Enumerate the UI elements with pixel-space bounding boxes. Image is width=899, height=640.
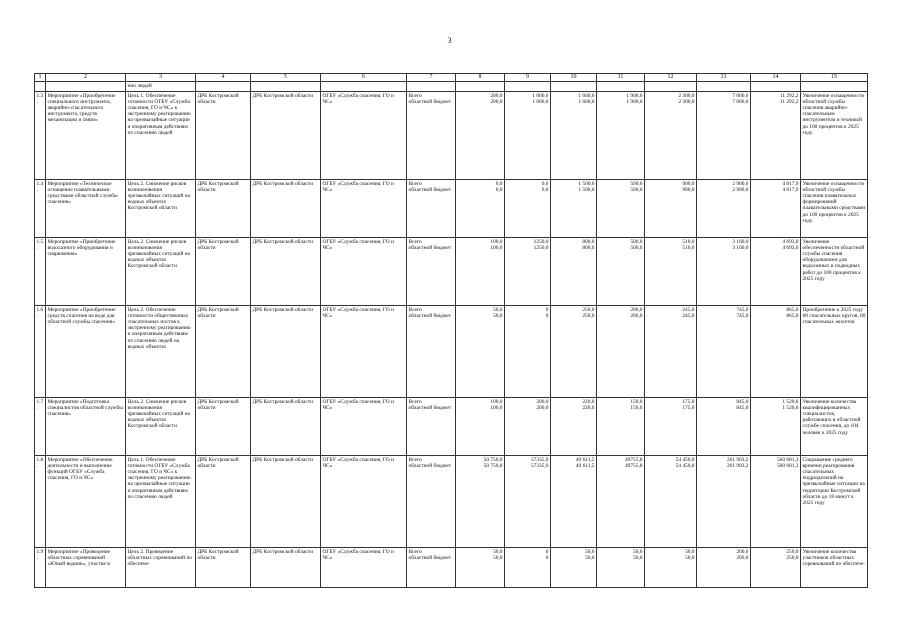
value-2022-line: 57335,9 [530,456,549,463]
row-number: 1.7. [35,398,46,456]
value-2021-line: 200,0 [490,99,503,106]
activity-name: Мероприятие «Приобретение водолазного оборудования и снаряжения» [46,238,126,306]
value-2024-line: 200,0 [630,306,643,313]
value-total-line: 7 000,0 [732,99,749,106]
expected-result: Сокращение среднего времени реагирования спасательных подразделений на чрезвычайные ситуации на территории Костромской области до 18 минут к 2025 году [801,456,868,548]
value-2024 [597,180,645,238]
activity-row [35,92,868,180]
value-2025-line: 175,0 [682,398,695,405]
value-2022-line: 0,0 [541,187,549,194]
value-total-line: 2 900,0 [732,180,749,187]
value-2022-line: 0 [545,306,549,313]
responsible-customer: ДРБ Костромской области [196,306,251,398]
value-2021 [456,456,505,548]
value-2021 [456,306,505,398]
value-2022 [505,398,551,456]
funding-source [407,398,456,456]
value-total-line: 7 000,0 [732,92,749,99]
row-number: 1.4. [35,180,46,238]
expected-result: Увеличение оснащенности областной службы спасения аварийно-спасательным инструментом и техникой до 100 процентов к 2025 году [801,92,868,180]
funding-source [407,306,456,398]
value-2021 [456,92,505,180]
column-number-header-row [35,74,868,82]
funding-source [407,180,456,238]
value-2025-line: 510,0 [682,245,695,252]
value-2021-line: 50 750,0 [483,463,503,470]
value-2022-line: 0 [545,555,549,562]
funding-source [407,548,456,588]
responsible-executor: ДРБ Костромской области [251,92,321,180]
funding-source-line: Всего [408,456,422,463]
value-2021-line: 0,0 [495,180,503,187]
value-total-all [751,548,801,588]
value-2023-line: 1 600,0 [578,99,595,106]
value-2023 [551,92,597,180]
value-2022-line: 57335,9 [530,463,549,470]
activity-goal: Цель 2. Снижение рисков возникновения чрезвычайных ситуаций на водных объектах Костромской области [126,238,196,306]
value-total-line: 261 903,2 [726,456,749,463]
responsible-executor: ДРБ Костромской области [251,306,321,398]
funding-source [407,92,456,180]
column-header: 6 [321,74,407,82]
column-header: 8 [456,74,505,82]
value-2025 [645,92,697,180]
value-2021-line: 100,0 [490,238,503,245]
row-number: 1.8. [35,456,46,548]
funding-source-line: областной бюджет [408,405,452,412]
column-header: 5 [251,74,321,82]
value-2022 [505,306,551,398]
activity-goal: Цель 2. Снижение рисков возникновения чрезвычайных ситуаций на водных объектах Костромской области [126,398,196,456]
value-2025-line: 2 300,0 [678,92,695,99]
value-2023 [551,456,597,548]
value-total-all-line: 11 292,2 [779,92,799,99]
value-2025 [645,238,697,306]
column-header: 10 [551,74,597,82]
value-2024-line: 49755,8 [624,463,643,470]
expected-result: Увеличение оснащенности областной службы спасения плавательных формирований плавательными средствами до 100 процентов к 2025 году [801,180,868,238]
activity-row [35,238,868,306]
value-total-all [751,306,801,398]
value-2024 [597,238,645,306]
activity-goal: Цель 2. Снижение рисков возникновения чрезвычайных ситуаций на водных объектах Костромской области [126,180,196,238]
value-total-line: 200,0 [736,548,749,555]
activity-name: Мероприятие «Проведение областных соревнований «Юный водник», участие в [46,548,126,588]
value-total [697,238,751,306]
value-total-all-line: 1 520,6 [782,405,799,412]
value-2023-line: 1 500,0 [578,187,595,194]
funding-source-line: Всего [408,238,422,245]
value-2025-line: 900,0 [682,187,695,194]
value-2023-line: 220,0 [582,405,595,412]
value-2025 [645,306,697,398]
funding-source-line: Всего [408,306,422,313]
value-2023-line: 49 611,5 [575,463,595,470]
column-header: 12 [645,74,697,82]
funding-source-line: Всего [408,398,422,405]
funding-source-line: Всего [408,180,422,187]
value-2021-line: 50,0 [493,313,503,320]
value-2023-line: 220,0 [582,398,595,405]
value-2025-line: 2 300,0 [678,99,695,106]
column-header: 9 [505,74,551,82]
value-2024-line: 500,0 [630,180,643,187]
row-number: 1.9. [35,548,46,588]
activity-name: Мероприятие «Приобретение специального инструмента, аварийно-спасательного инструмента, средств механизации и связи» [46,92,126,180]
value-total-line: 261 903,2 [726,463,749,470]
value-2024 [597,456,645,548]
funding-source [407,456,456,548]
value-2022-line: 200,0 [536,405,549,412]
activity-row [35,306,868,398]
value-2022-line: 0 [545,548,549,555]
value-total-all [751,398,801,456]
activity-goal: Цель 1. Обеспечение готовности ОГБУ «Служба спасения, ГО и ЧС» к экстренному реагированию на чрезвычайные ситуации и оперативным действиям по спасению людей [126,92,196,180]
activity-name: Мероприятие «Приобретение средств спасения на воде для областной службы спасения» [46,306,126,398]
value-total-line: 745,0 [736,306,749,313]
value-2024 [597,92,645,180]
value-2021-line: 50 750,0 [483,456,503,463]
column-header: 14 [751,74,801,82]
value-2023 [551,238,597,306]
value-total [697,548,751,588]
page-number: 3 [447,36,452,45]
value-2023-line: 800,0 [582,238,595,245]
value-2023-line: 800,0 [582,245,595,252]
value-2022-line: 1250,0 [533,245,549,252]
value-2023-line: 49 611,5 [575,456,595,463]
value-2025 [645,456,697,548]
responsible-customer: ДРБ Костромской области [196,456,251,548]
responsible-executor: ДРБ Костромской области [251,180,321,238]
value-total-line: 3 160,0 [732,245,749,252]
responsible-customer: ДРБ Костромской области [196,548,251,588]
value-2022 [505,548,551,588]
funding-source [407,238,456,306]
column-header: 4 [196,74,251,82]
value-2024 [597,398,645,456]
activity-goal: Цель 2. Обеспечение готовности общественных спасательных постов к экстренному реагированию и оперативным действиям по спасению людей на водных объектах [126,306,196,398]
value-2021-line: 50,0 [493,306,503,313]
value-2025 [645,548,697,588]
value-2024-line: 500,0 [630,238,643,245]
value-2024-line: 1 900,0 [626,99,643,106]
column-header: 13 [697,74,751,82]
value-2021 [456,548,505,588]
value-2025-line: 50,0 [685,548,695,555]
value-2021-line: 50,0 [493,548,503,555]
funding-source-line: областной бюджет [408,245,452,252]
value-2025-line: 245,0 [682,306,695,313]
expected-result: Увеличение количества квалифицированных специалистов, работающих в областной службе спасения, до 104 человек к 2025 году [801,398,868,456]
value-2025-line: 54 450,0 [675,463,695,470]
row-number: 1.5. [35,238,46,306]
responsible-executor: ДРБ Костромской области [251,238,321,306]
value-2022-line: 1 000,0 [532,92,549,99]
value-2023-line: 1 600,0 [578,92,595,99]
value-2023-line: 50,0 [585,548,595,555]
row-number: 1.6. [35,306,46,398]
value-2024-line: 150,0 [630,405,643,412]
responsible-customer: ДРБ Костромской области [196,180,251,238]
value-total-all-line: 560 681,3 [776,456,799,463]
value-2022-line: 1 000,0 [532,99,549,106]
value-2024-line: 500,0 [630,187,643,194]
value-2021-line: 100,0 [490,398,503,405]
value-2025-line: 900,0 [682,180,695,187]
row-number: 1.3. [35,92,46,180]
funding-source-line: областной бюджет [408,313,452,320]
value-2022-line: 0,0 [541,180,549,187]
participant: ОГБУ «Служба спасения, ГО и ЧС» [321,306,407,398]
value-2024-line: 150,0 [630,398,643,405]
column-header: 2 [46,74,126,82]
continued-goal-text: ино людей [126,82,196,92]
activity-name: Мероприятие «Подготовка специалистов областной службы спасения» [46,398,126,456]
value-total-all-line: 4 817,9 [782,187,799,194]
value-2023 [551,398,597,456]
continued-row [35,82,868,92]
value-2022 [505,238,551,306]
value-2025 [645,398,697,456]
expected-result: Увеличение обеспеченности областной службы спасения оборудованием для водолазных и подводных работ до 100 процентов к 2025 году [801,238,868,306]
program-activities-table [34,73,868,588]
activity-goal: Цель 2. Проведение областных соревнований по обеспече- [126,548,196,588]
column-header: 1 [35,74,46,82]
value-total [697,92,751,180]
value-total-all [751,180,801,238]
value-2023-line: 250,0 [582,306,595,313]
responsible-customer: ДРБ Костромской области [196,238,251,306]
value-2023 [551,548,597,588]
value-2023 [551,306,597,398]
responsible-executor: ДРБ Костромской области [251,456,321,548]
responsible-customer: ДРБ Костромской области [196,398,251,456]
value-2025-line: 50,0 [685,555,695,562]
responsible-executor: ДРБ Костромской области [251,548,321,588]
column-header: 15 [801,74,868,82]
value-total-all-line: 865,0 [786,313,799,320]
value-total [697,306,751,398]
value-total-line: 3 160,0 [732,238,749,245]
value-2021 [456,398,505,456]
value-2024-line: 200,0 [630,313,643,320]
value-total-all [751,456,801,548]
value-2023 [551,180,597,238]
value-2024-line: 50,0 [633,555,643,562]
column-header: 3 [126,74,196,82]
activity-row [35,548,868,588]
value-total-line: 845,0 [736,405,749,412]
value-2024-line: 500,0 [630,245,643,252]
activity-row [35,456,868,548]
activity-goal: Цель 1. Обеспечение готовности ОГБУ «Служба спасения, ГО и ЧС» к экстренному реагированию на чрезвычайные ситуации и оперативным действиям по спасению людей [126,456,196,548]
value-total-all [751,92,801,180]
value-total-line: 845,0 [736,398,749,405]
value-total [697,180,751,238]
value-2025-line: 175,0 [682,405,695,412]
value-2022 [505,180,551,238]
value-total-all-line: 1 520,6 [782,398,799,405]
value-2024-line: 49755,8 [624,456,643,463]
value-2025-line: 54 450,0 [675,456,695,463]
responsible-customer: ДРБ Костромской области [196,92,251,180]
value-2023-line: 50,0 [585,555,595,562]
column-header: 11 [597,74,645,82]
value-total-all-line: 4 693,0 [782,245,799,252]
value-2024-line: 50,0 [633,548,643,555]
value-2024 [597,548,645,588]
expected-result: Приобретение к 2025 году 60 спасательных кругов, 80 спасательных жилетов [801,306,868,398]
value-2022-line: 200,0 [536,398,549,405]
value-2022 [505,456,551,548]
funding-source-line: Всего [408,92,422,99]
activity-row [35,180,868,238]
value-total-all-line: 560 681,3 [776,463,799,470]
value-2024 [597,306,645,398]
value-2025-line: 245,0 [682,313,695,320]
participant: ОГБУ «Служба спасения, ГО и ЧС» [321,548,407,588]
funding-source-line: областной бюджет [408,555,452,562]
value-2025-line: 510,0 [682,238,695,245]
expected-result: Увеличение количества участников областных соревнований по обеспече- [801,548,868,588]
value-2022-line: 0 [545,313,549,320]
funding-source-line: областной бюджет [408,99,452,106]
value-total-line: 200,0 [736,555,749,562]
value-total-all-line: 865,0 [786,306,799,313]
value-2025 [645,180,697,238]
responsible-executor: ДРБ Костромской области [251,398,321,456]
column-header: 7 [407,74,456,82]
value-total-line: 2 900,0 [732,187,749,194]
value-2021 [456,238,505,306]
value-total-line: 745,0 [736,313,749,320]
value-total-all [751,238,801,306]
value-2021-line: 0,0 [495,187,503,194]
value-2022 [505,92,551,180]
value-total-all-line: 250,0 [786,555,799,562]
funding-source-line: областной бюджет [408,463,452,470]
value-total-all-line: 4 817,9 [782,180,799,187]
value-2024-line: 1 900,0 [626,92,643,99]
value-total-all-line: 250,0 [786,548,799,555]
participant: ОГБУ «Служба спасения, ГО и ЧС» [321,92,407,180]
value-total-all-line: 11 292,2 [779,99,799,106]
activity-name: Мероприятие «Обеспечение деятельности и выполнение функций ОГБУ «Служба спасения, ГО и ЧС» [46,456,126,548]
value-2023-line: 250,0 [582,313,595,320]
value-total [697,398,751,456]
value-2021 [456,180,505,238]
participant: ОГБУ «Служба спасения, ГО и ЧС» [321,180,407,238]
value-total [697,456,751,548]
value-2021-line: 100,0 [490,245,503,252]
value-2022-line: 1250,0 [533,238,549,245]
participant: ОГБУ «Служба спасения, ГО и ЧС» [321,238,407,306]
participant: ОГБУ «Служба спасения, ГО и ЧС» [321,398,407,456]
value-total-all-line: 4 693,0 [782,238,799,245]
funding-source-line: Всего [408,548,422,555]
participant: ОГБУ «Служба спасения, ГО и ЧС» [321,456,407,548]
value-2023-line: 1 500,0 [578,180,595,187]
activity-name: Мероприятие «Техническое оснащение плавательными средствами областной службы спасения» [46,180,126,238]
value-2021-line: 50,0 [493,555,503,562]
funding-source-line: областной бюджет [408,187,452,194]
value-2021-line: 200,0 [490,92,503,99]
activity-row [35,398,868,456]
value-2021-line: 100,0 [490,405,503,412]
